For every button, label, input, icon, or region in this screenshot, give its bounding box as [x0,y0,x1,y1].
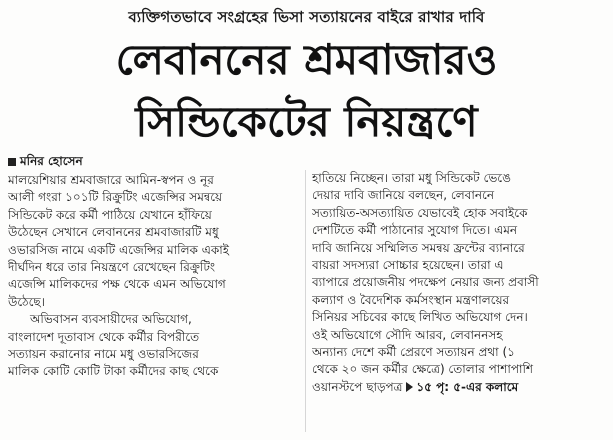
byline-author: মনির হোসেন [20,154,83,168]
article-text-line: দীর্ঘদিন ধরে তার নিয়ন্ত্রণে রেখেছেন রিক্রুটিং [8,259,216,274]
article-text-line: ওভারসিজ নামে একটি এজেন্সির মালিক একাই [8,242,229,257]
article-text-line: কল্যাণ ও বৈদেশিক কর্মসংস্থান মন্ত্রণালয়ের [312,292,510,307]
article-text-line: দাবি জানিয়ে সম্মিলিত সমন্বয় ফ্রন্টের ব্যানারে [312,240,525,255]
byline-bullet-icon [8,158,16,166]
article-text-line: মালিক কোটি কোটি টাকা কর্মীদের কাছ থেকে [8,364,219,379]
article-text-line: সিনিয়র সচিবের কাছে লিখিত অভিযোগ দেন। [312,310,528,325]
article-text-line: দেশটিতে কর্মী পাঠানোর সুযোগ দিতে। এমন [312,223,518,238]
headline-line-2: সিন্ডিকেটের নিয়ন্ত্রণে [135,97,478,146]
column-divider [305,170,306,432]
article-text-line-final [312,379,604,396]
article-text-line: দেয়ার দাবি জানিয়ে বলছেন, লেবাননে [312,188,494,203]
article-text-line: অভিবাসন ব্যবসায়ীদের অভিযোগ, [30,312,192,327]
continuation-marker [406,380,518,394]
article-column-right [312,170,604,396]
article-text-line: থেকে ২০ জন কর্মীর ক্ষেত্রে) তোলার পাশাপাশি [312,362,533,377]
kicker-subheading: ব্যক্তিগতভাবে সংগ্রহের ভিসা সত্যায়নের বাইরে রাখার দাবি [128,8,485,26]
article-text-line: সিন্ডিকেট করে কর্মী পাঠিয়ে যেখানে হাঁফিয়ে [8,207,212,222]
article-text-line: সত্যায়ন করানোর নামে মধু ওভারসিজের [8,346,199,361]
article-text-line: সত্যায়িত-অসত্যায়িত যেভাবেই হোক সবাইকে [312,205,528,220]
article-text-line: বায়রা সদস্যরা সোচ্চার হয়েছেন। তারা এ [312,257,504,272]
continuation-arrow-icon [406,382,413,392]
article-column-left [8,172,298,381]
article-final-text: ওয়ানস্টপে ছাড়পত্র [312,379,403,394]
article-text-line: এজেন্সি মালিকদের পক্ষ থেকে এমন অভিযোগ [8,277,226,292]
article-text-line: মালয়েশিয়ার শ্রমবাজারে আমিন-স্বপন ও নূর [8,173,214,187]
byline [8,153,83,173]
article-text-line: বাংলাদেশ দূতাবাস থেকে কর্মীর বিপরীতে [8,329,200,344]
article-text-line: ব্যাপারে প্রয়োজনীয় পদক্ষেপ নেয়ার জন্য প্রবাসী [312,275,539,290]
article-text-line: উঠেছে। [8,294,45,309]
article-text-line: উঠেছেন সেখানে লেবাননের শ্রমবাজারটি মধু [8,225,219,240]
continuation-text: ১৫ পৃ: ৫-এর কলামে [416,379,519,394]
article-text-line: অন্যান্য দেশে কর্মী প্রেরণে সত্যায়ন প্রথা (১ [312,344,515,359]
article-text-line: ওই অভিযোগে সৌদি আরব, লেবাননসহ [312,327,503,342]
article-text-line: হাতিয়ে নিচ্ছেন। তারা মধু সিন্ডিকেট ভেঙে [312,171,511,185]
article-text-line: আলী গংরা ১০১টি রিক্রুটিং এজেন্সির সমন্বয়ে [8,190,223,205]
headline-line-1: লেবাননের শ্রমবাজারও [115,35,498,84]
